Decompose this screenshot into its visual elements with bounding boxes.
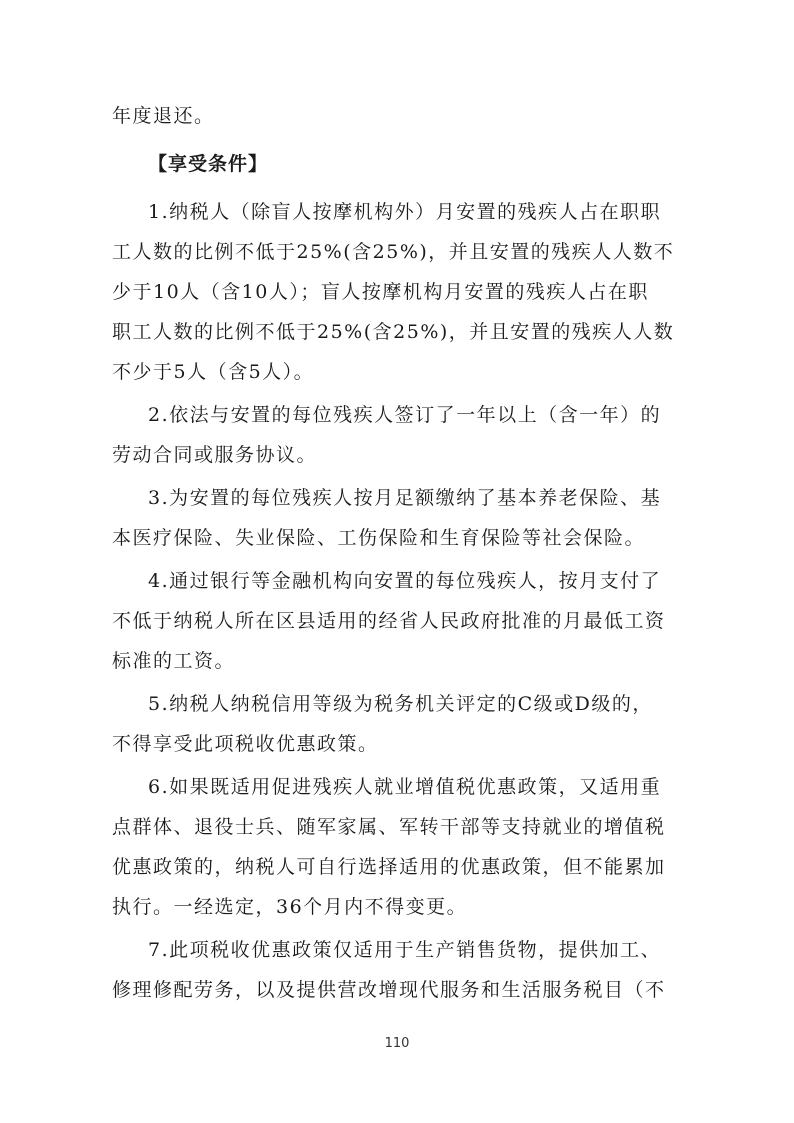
- paragraph-line: 1.纳税人（除盲人按摩机构外）月安置的残疾人占在职职: [148, 201, 662, 223]
- paragraph-line: 修理修配劳务，以及提供营改增现代服务和生活服务税目（不: [112, 979, 666, 1001]
- list-item: [112, 192, 690, 392]
- paragraph-line: 2.依法与安置的每位残疾人签订了一年以上（含一年）的: [148, 404, 662, 426]
- list-item: [112, 561, 690, 681]
- paragraph-line: 不得享受此项税收优惠政策。: [112, 733, 379, 755]
- list-item: [112, 395, 690, 475]
- paragraph-line: 执行。一经选定，36个月内不得变更。: [112, 896, 468, 918]
- paragraph-line: 劳动合同或服务协议。: [112, 444, 318, 466]
- section-heading: 【享受条件】: [148, 153, 269, 175]
- paragraph-line: 标准的工资。: [112, 650, 236, 672]
- paragraph-line: 7.此项税收优惠政策仅适用于生产销售货物，提供加工、: [148, 939, 662, 961]
- list-item: [112, 767, 690, 927]
- list-item: [112, 684, 690, 764]
- list-item: [112, 930, 690, 1010]
- paragraph-line: 不低于纳税人所在区县适用的经省人民政府批准的月最低工资: [112, 610, 666, 632]
- paragraph-line: 优惠政策的，纳税人可自行选择适用的优惠政策，但不能累加: [112, 856, 666, 878]
- paragraph-line: 点群体、退役士兵、随军家属、军转干部等支持就业的增值税: [112, 816, 666, 838]
- lead-line: 年度退还。: [112, 105, 215, 127]
- page-number: 110: [384, 1036, 410, 1051]
- paragraph-line: 少于10人（含10人）；盲人按摩机构月安置的残疾人占在职: [112, 281, 649, 303]
- paragraph-line: 4.通过银行等金融机构向安置的每位残疾人，按月支付了: [148, 570, 662, 592]
- document-body: [112, 96, 690, 1010]
- paragraph-line: 职工人数的比例不低于25%(含25%)，并且安置的残疾人人数: [112, 321, 675, 343]
- paragraph-line: 5.纳税人纳税信用等级为税务机关评定的C级或D级的，: [148, 693, 653, 715]
- list-item: [112, 478, 690, 558]
- paragraph-line: 本医疗保险、失业保险、工伤保险和生育保险等社会保险。: [112, 527, 646, 549]
- paragraph-line: 6.如果既适用促进残疾人就业增值税优惠政策，又适用重: [148, 776, 662, 798]
- paragraph-line: 不少于5人（含5人）。: [112, 361, 315, 383]
- paragraph-line: 工人数的比例不低于25%(含25%)，并且安置的残疾人人数不: [112, 241, 675, 263]
- paragraph-line: 3.为安置的每位残疾人按月足额缴纳了基本养老保险、基: [148, 487, 662, 509]
